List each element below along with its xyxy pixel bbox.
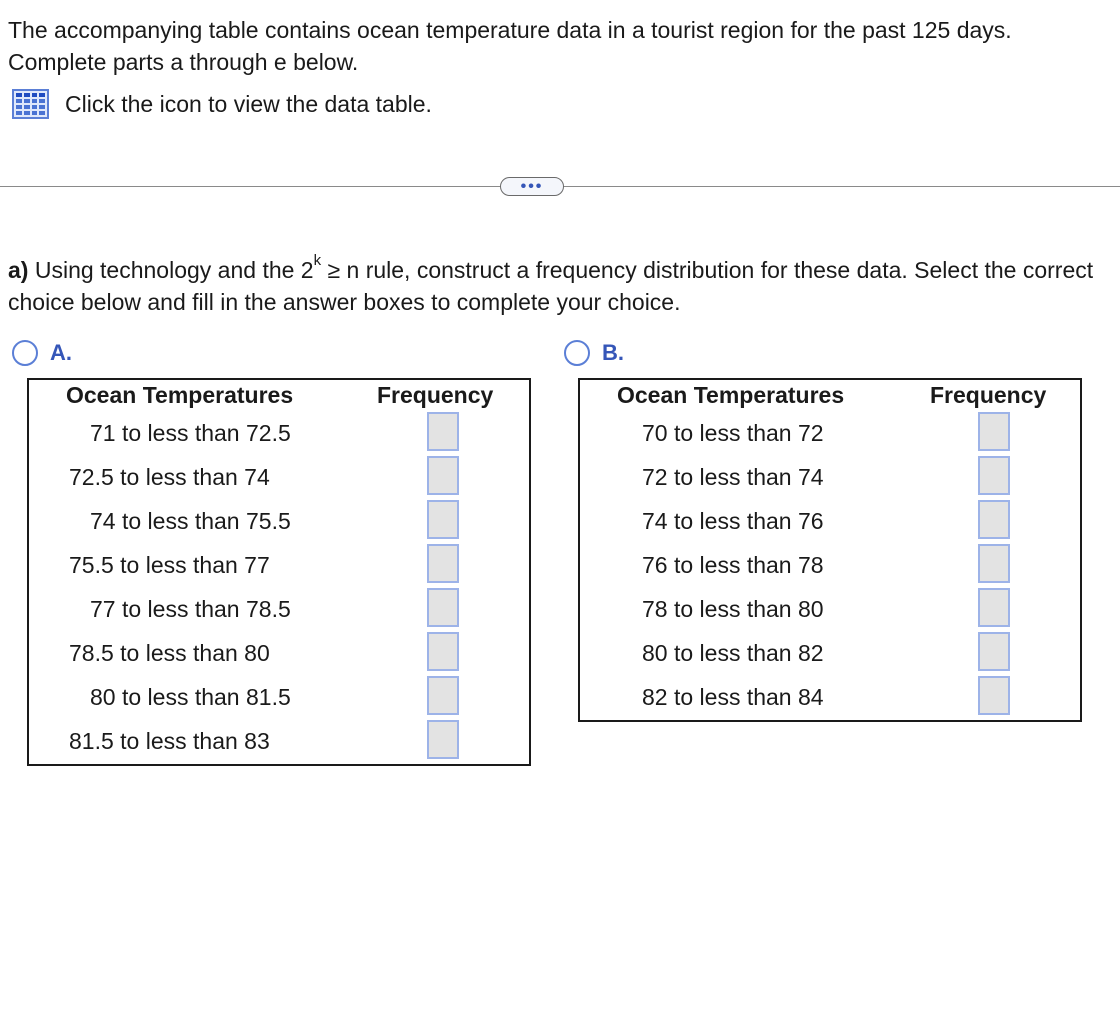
choice-a-radio[interactable] [12, 340, 38, 366]
choice-a-row-label: 71 to less than 72.5 [90, 420, 291, 446]
choice-b-row-label: 74 to less than 76 [642, 508, 824, 534]
view-data-table-label[interactable]: Click the icon to view the data table. [65, 90, 432, 117]
choice-b-frequency-input[interactable] [978, 588, 1010, 627]
choice-a-row-label: 81.5 to less than 83 [69, 728, 270, 754]
choice-a-frequency-input[interactable] [427, 544, 459, 583]
choice-b-radio[interactable] [564, 340, 590, 366]
choice-b-header-frequency: Frequency [930, 382, 1047, 408]
choice-b-header-temperatures: Ocean Temperatures [617, 382, 845, 408]
choice-a-header-temperatures: Ocean Temperatures [66, 382, 294, 408]
choice-b-row-label: 78 to less than 80 [642, 596, 824, 622]
choice-b-frequency-input[interactable] [978, 412, 1010, 451]
question-superscript: k [313, 252, 322, 270]
question-part-label: a) [8, 257, 29, 283]
table-grid-icon[interactable] [12, 89, 49, 119]
choice-a-frequency-input[interactable] [427, 588, 459, 627]
choice-a-row-label: 72.5 to less than 74 [69, 464, 270, 490]
choice-a-row-label: 74 to less than 75.5 [90, 508, 291, 534]
intro-text: The accompanying table contains ocean temperature data in a tourist region for the past 125 days. Complete parts a through e below. [8, 17, 1012, 75]
question-text [8, 254, 1116, 318]
choice-a-frequency-input[interactable] [427, 412, 459, 451]
choice-a-frequency-input[interactable] [427, 720, 459, 759]
choice-b-row-label: 80 to less than 82 [642, 640, 824, 666]
choice-b-row-label: 72 to less than 74 [642, 464, 824, 490]
choice-a-row-label: 77 to less than 78.5 [90, 596, 291, 622]
choice-b-frequency-input[interactable] [978, 676, 1010, 715]
more-options-button[interactable]: ••• [500, 177, 564, 196]
choice-a-row-label: 75.5 to less than 77 [69, 552, 270, 578]
choice-a-row-label: 80 to less than 81.5 [90, 684, 291, 710]
choice-b-frequency-input[interactable] [978, 456, 1010, 495]
choice-a-frequency-input[interactable] [427, 632, 459, 671]
choice-b-label[interactable]: B. [602, 340, 624, 365]
choice-b-table [578, 378, 1082, 722]
choice-a-table [27, 378, 531, 766]
choice-b-frequency-input[interactable] [978, 500, 1010, 539]
choice-b[interactable] [564, 340, 624, 366]
choice-b-row-label: 76 to less than 78 [642, 552, 824, 578]
choice-a-frequency-input[interactable] [427, 456, 459, 495]
choice-a-header-frequency: Frequency [377, 382, 494, 408]
choice-a-label[interactable]: A. [50, 340, 72, 365]
question-text-before: Using technology and the 2 [28, 257, 314, 283]
question-text-after: ≥ n rule, construct a frequency distribution for these data. Select the correct choice below and fill in the answer boxes to complete your choice. [8, 257, 1094, 315]
choice-b-row-label: 82 to less than 84 [642, 684, 824, 710]
view-data-table-link[interactable] [12, 88, 432, 120]
choice-a-frequency-input[interactable] [427, 676, 459, 715]
choice-a-frequency-input[interactable] [427, 500, 459, 539]
choice-b-frequency-input[interactable] [978, 632, 1010, 671]
choice-a[interactable] [12, 340, 72, 366]
choice-b-frequency-input[interactable] [978, 544, 1010, 583]
choice-b-row-label: 70 to less than 72 [642, 420, 824, 446]
choice-a-row-label: 78.5 to less than 80 [69, 640, 270, 666]
